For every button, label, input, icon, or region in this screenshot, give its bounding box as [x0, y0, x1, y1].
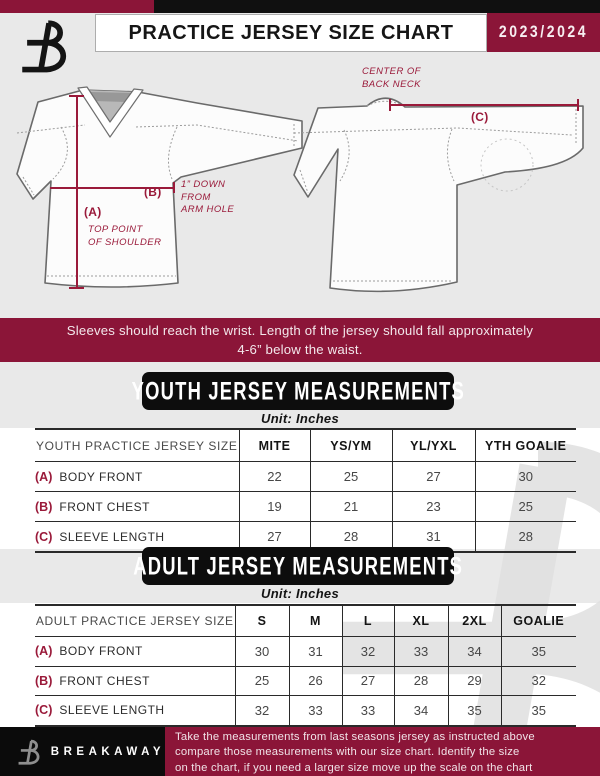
- measure-line-a: [76, 96, 78, 288]
- adult-col-m: M: [289, 605, 342, 637]
- adult-header-row: [35, 605, 576, 637]
- adult-banner-text: ADULT JERSEY MEASUREMENTS: [133, 551, 463, 580]
- adult-col-xl: XL: [394, 605, 448, 637]
- brand-name: BREAKAWAY: [50, 745, 165, 758]
- notice-text: Sleeves should reach the wrist. Length of the jersey should fall approximately 4-6” below the waist.: [66, 322, 534, 357]
- table-row: (A) BODY FRONT 30 31 32 33 34 35: [35, 637, 576, 667]
- table-row: (A) BODY FRONT 22 25 27 30: [35, 462, 576, 492]
- footer-note-line: compare those measurements with our size chart. Identify the size: [175, 746, 520, 759]
- adult-section-banner: [133, 547, 463, 585]
- label-c: (C): [471, 110, 489, 124]
- youth-header-row: [35, 429, 576, 462]
- jersey-back-diagram: [290, 85, 600, 305]
- adult-col-s: S: [235, 605, 289, 637]
- adult-col-l: L: [342, 605, 394, 637]
- title-box: [95, 14, 487, 52]
- youth-banner-text: YOUTH JERSEY MEASUREMENTS: [131, 376, 465, 405]
- label-c-note: CENTER OF BACK NECK: [362, 66, 421, 90]
- measure-line-c-left-tick: [389, 99, 391, 111]
- top-strip-maroon: [0, 0, 154, 13]
- adult-measurements-table: [35, 604, 576, 727]
- breakaway-logo-icon: [19, 16, 71, 76]
- table-row: (C) SLEEVE LENGTH 27 28 31 28: [35, 522, 576, 553]
- footer-brand-box: [0, 727, 165, 776]
- measure-line-c: [390, 104, 579, 106]
- adult-unit-label: Unit: Inches: [261, 586, 339, 601]
- label-b: (B): [144, 185, 162, 199]
- measure-line-a-top-tick: [69, 95, 84, 97]
- page-title: PRACTICE JERSEY SIZE CHART: [128, 21, 454, 44]
- table-row: (B) FRONT CHEST 19 21 23 25: [35, 492, 576, 522]
- season-box: [487, 13, 600, 52]
- label-b-note: 1” DOWN FROM ARM HOLE: [181, 179, 235, 215]
- jersey-front-diagram: [15, 75, 315, 305]
- adult-col-2xl: 2XL: [448, 605, 501, 637]
- breakaway-footer-logo-icon: [17, 737, 42, 767]
- footer-note-line: on the chart, if you need a larger size move up the scale on the chart: [175, 761, 533, 774]
- youth-col-goalie: YTH GOALIE: [475, 429, 576, 462]
- notice-bar: [0, 318, 600, 362]
- youth-measurements-table: [35, 428, 576, 553]
- footer-note-box: [165, 727, 600, 776]
- youth-unit-label: Unit: Inches: [261, 411, 339, 426]
- youth-col-ylyxl: YL/YXL: [392, 429, 475, 462]
- measure-line-a-bottom-tick: [69, 287, 84, 289]
- youth-col-ysym: YS/YM: [310, 429, 392, 462]
- label-a: (A): [84, 205, 102, 219]
- adult-col-label: ADULT PRACTICE JERSEY SIZE: [35, 614, 234, 628]
- season-label: 2023/2024: [498, 23, 589, 41]
- footer-note-line: Take the measurements from last seasons jersey as instructed above: [175, 731, 535, 743]
- adult-col-goalie: GOALIE: [501, 605, 576, 637]
- table-row: (C) SLEEVE LENGTH 32 33 33 34 35 35: [35, 696, 576, 726]
- youth-col-label: YOUTH PRACTICE JERSEY SIZE: [36, 438, 238, 453]
- measure-line-c-right-tick: [577, 99, 579, 111]
- measure-line-b-tick: [173, 182, 175, 193]
- youth-col-mite: MITE: [239, 429, 310, 462]
- label-a-note: TOP POINT OF SHOULDER: [88, 224, 162, 248]
- youth-section-banner: [131, 372, 465, 410]
- table-row: (B) FRONT CHEST 25 26 27 28 29 32: [35, 666, 576, 696]
